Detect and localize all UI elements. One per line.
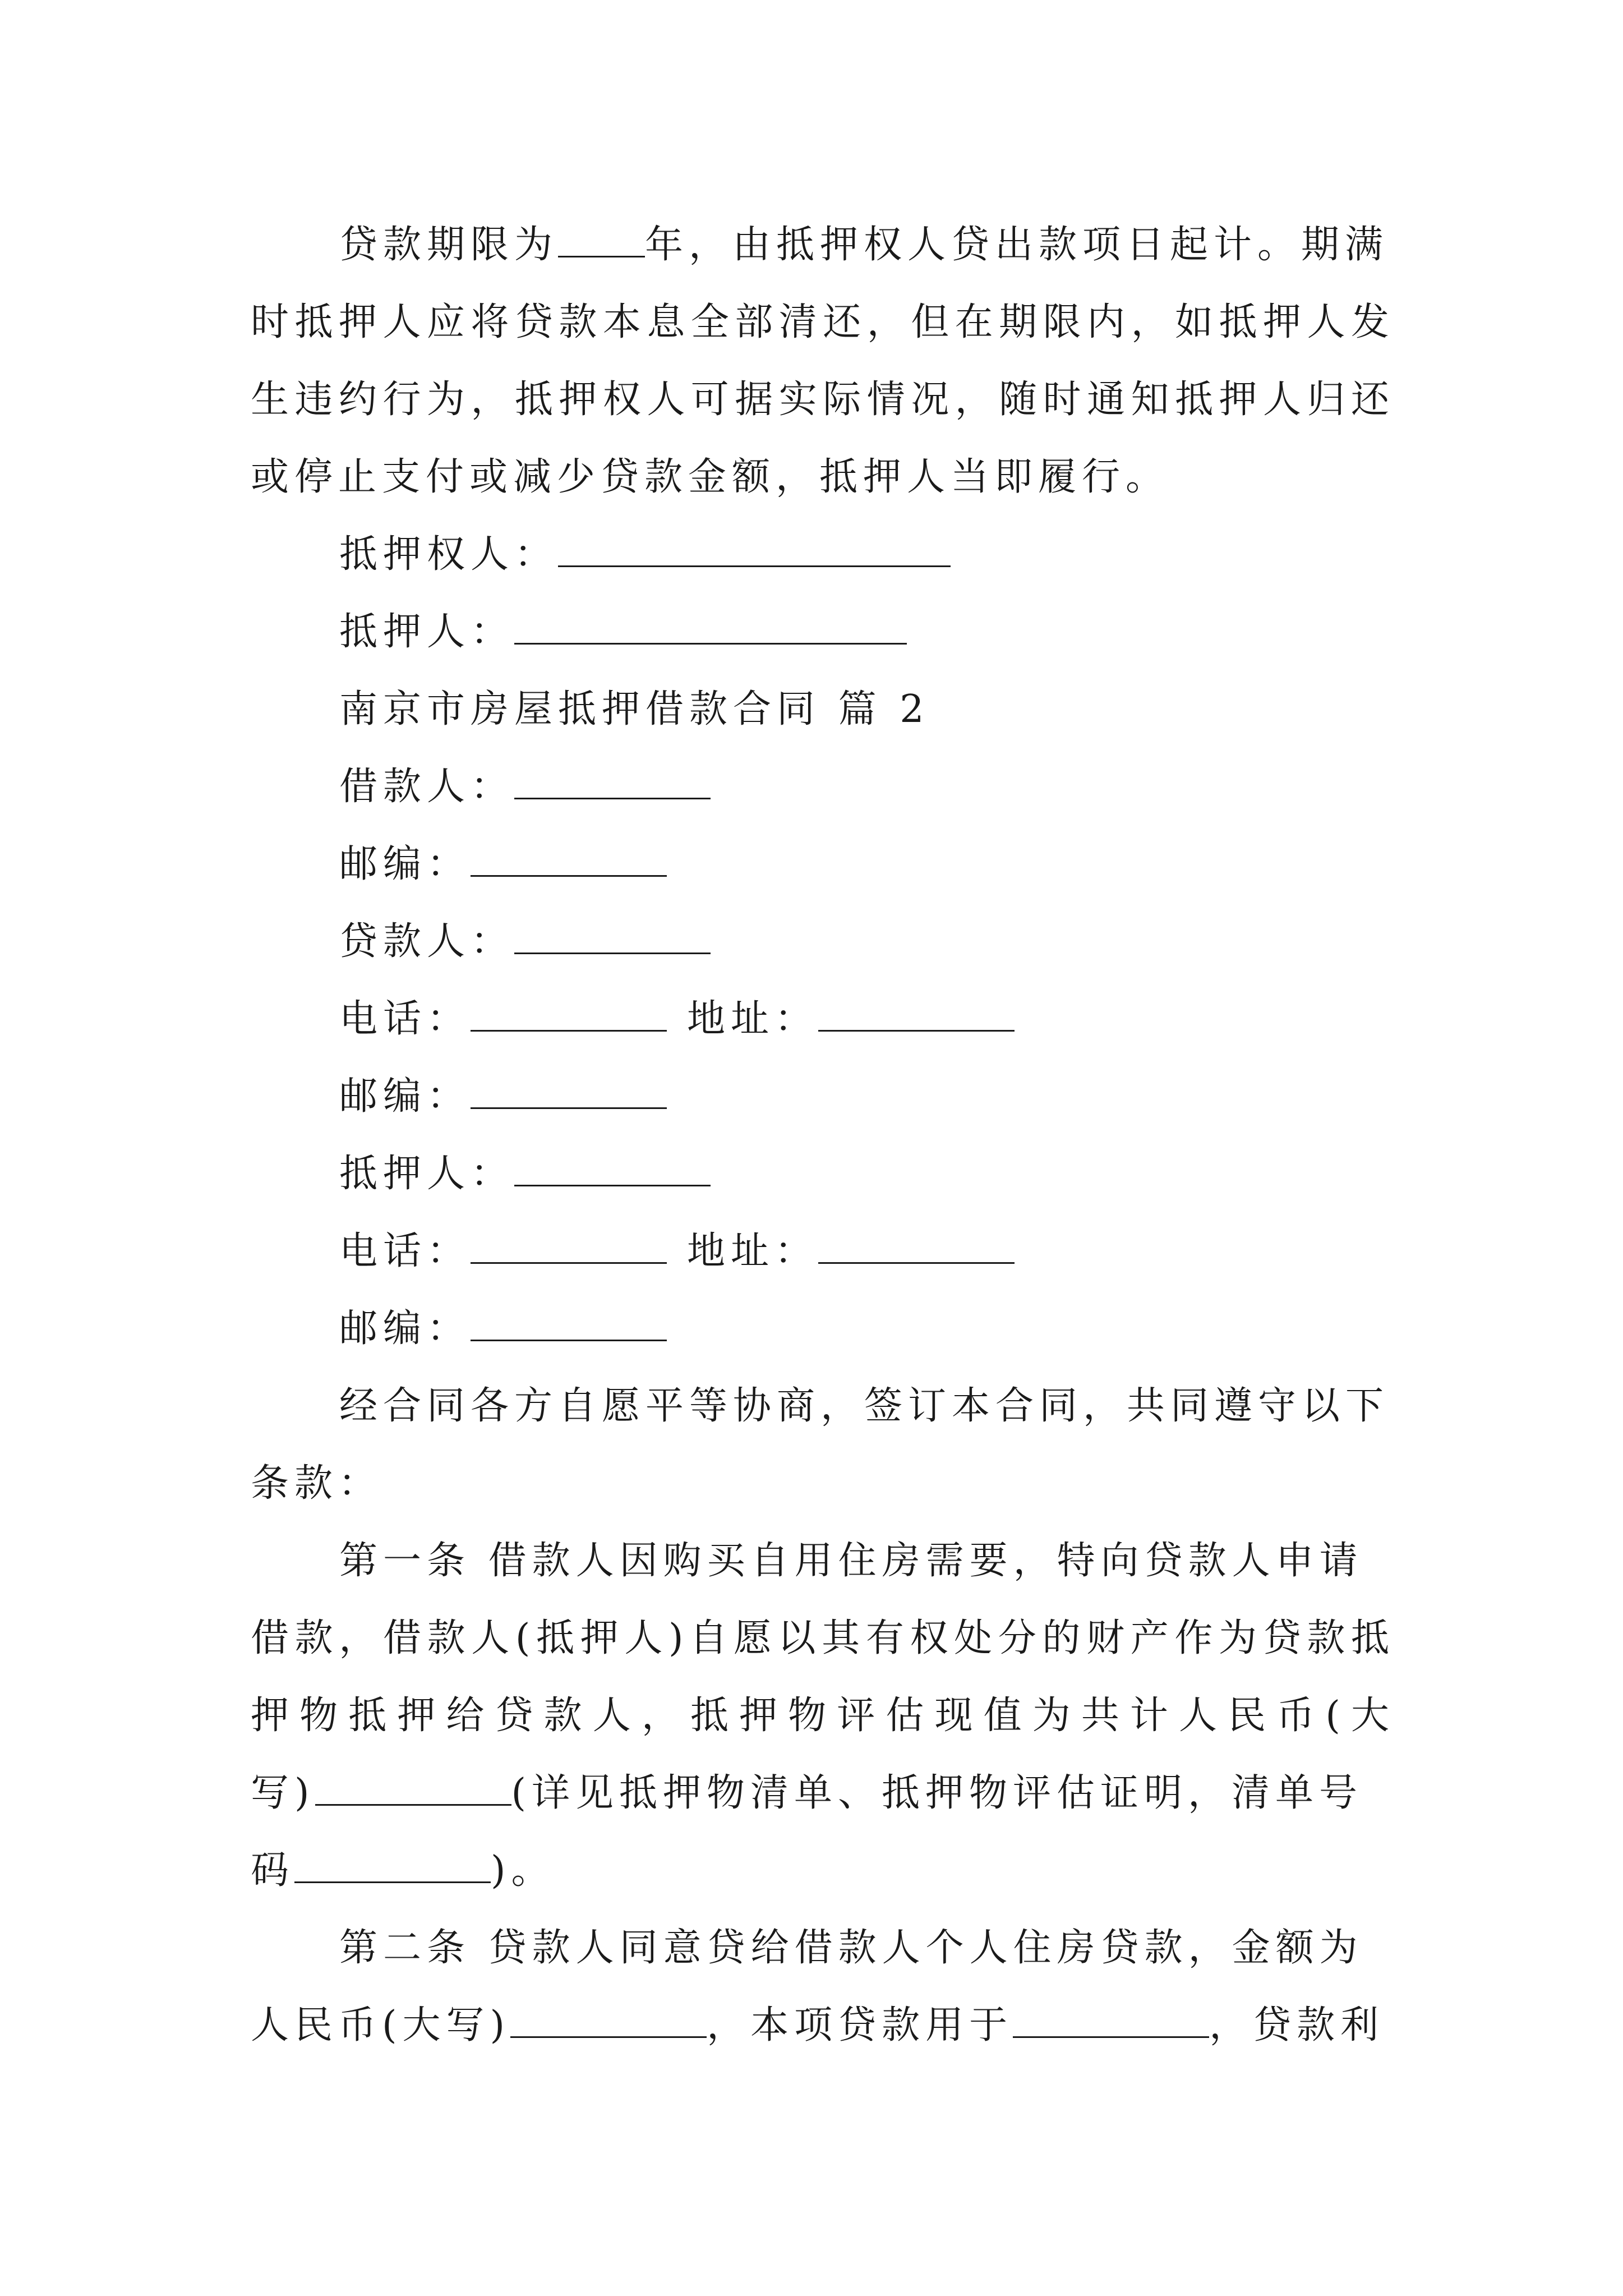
paragraph-line: 或停止支付或减少贷款金额，抵押人当即履行。: [251, 455, 1170, 499]
lender-line: [339, 903, 1483, 981]
text: 写): [251, 1771, 315, 1815]
text: ，本项贷款用于: [707, 2003, 1013, 2047]
text: 年，由抵押权人贷出款项日起计。期满: [645, 223, 1389, 267]
address-field[interactable]: [818, 1228, 1015, 1264]
label: 邮编：: [339, 1074, 471, 1119]
label: 抵押权人：: [339, 532, 559, 577]
article-2-line: [251, 1987, 1395, 2064]
label: 地址：: [687, 997, 819, 1041]
phone-address-line: [339, 1213, 1483, 1290]
article-1-line: [251, 1832, 1395, 1910]
amount-field[interactable]: [315, 1770, 511, 1806]
postcode-field[interactable]: [471, 841, 667, 877]
loan-amount-field[interactable]: [510, 2003, 707, 2038]
text: 贷款期限为: [339, 223, 559, 267]
mortgagee-signature-line: [339, 516, 1483, 593]
text: (详见抵押物清单、抵押物评估证明，清单号: [511, 1771, 1363, 1815]
paragraph-line: 生违约行为，抵押权人可据实际情况，随时通知抵押人归还: [251, 378, 1395, 422]
phone-field[interactable]: [471, 1228, 667, 1264]
label: 邮编：: [339, 842, 471, 886]
article-1-line: 第一条 借款人因购买自用住房需要，特向贷款人申请: [339, 1539, 1363, 1583]
label: 抵押人：: [339, 610, 515, 654]
lender-field[interactable]: [514, 919, 711, 954]
postcode-line: [339, 1058, 1483, 1135]
phone-address-line: [339, 981, 1483, 1058]
text: 人民币(大写): [251, 2003, 511, 2047]
article-1-line: [251, 1755, 1395, 1832]
mortgagor-field[interactable]: [514, 1151, 711, 1186]
mortgagor-signature-line: [339, 593, 1483, 671]
borrower-line: [339, 748, 1483, 826]
label: 抵押人：: [339, 1152, 515, 1196]
paragraph-line: 经合同各方自愿平等协商，签订本合同，共同遵守以下: [339, 1384, 1390, 1428]
mortgagee-field[interactable]: [558, 532, 951, 567]
mortgagor-field[interactable]: [514, 609, 907, 645]
paragraph-line: [339, 206, 1483, 284]
article-2-line: 第二条 贷款人同意贷给借款人个人住房贷款，金额为: [339, 1926, 1363, 1970]
section-title: 南京市房屋抵押借款合同 篇 2: [339, 687, 930, 731]
mortgagor-line: [339, 1135, 1483, 1213]
article-1-line: 押物抵押给贷款人，抵押物评估现值为共计人民币(大: [251, 1694, 1395, 1738]
paragraph-line: 时抵押人应将贷款本息全部清还，但在期限内，如抵押人发: [251, 300, 1395, 344]
blank-field[interactable]: [558, 222, 645, 257]
article-1-line: 借款，借款人(抵押人)自愿以其有权处分的财产作为贷款抵: [251, 1616, 1395, 1660]
postcode-field[interactable]: [471, 1074, 667, 1109]
text: ，贷款利: [1209, 2003, 1385, 2047]
label: 电话：: [339, 997, 471, 1041]
label: 电话：: [339, 1229, 471, 1273]
postcode-line: [339, 826, 1483, 903]
label: 贷款人：: [339, 919, 515, 964]
list-number-field[interactable]: [294, 1848, 491, 1883]
loan-purpose-field[interactable]: [1013, 2003, 1209, 2038]
label: 借款人：: [339, 765, 515, 809]
address-field[interactable]: [818, 996, 1015, 1032]
postcode-line: [339, 1290, 1483, 1368]
phone-field[interactable]: [471, 996, 667, 1032]
label: 邮编：: [339, 1306, 471, 1351]
text: )。: [491, 1848, 555, 1893]
label: 地址：: [687, 1229, 819, 1273]
borrower-field[interactable]: [514, 764, 711, 799]
text: 码: [251, 1848, 295, 1893]
paragraph-line: 条款：: [251, 1461, 382, 1506]
postcode-field[interactable]: [471, 1306, 667, 1341]
